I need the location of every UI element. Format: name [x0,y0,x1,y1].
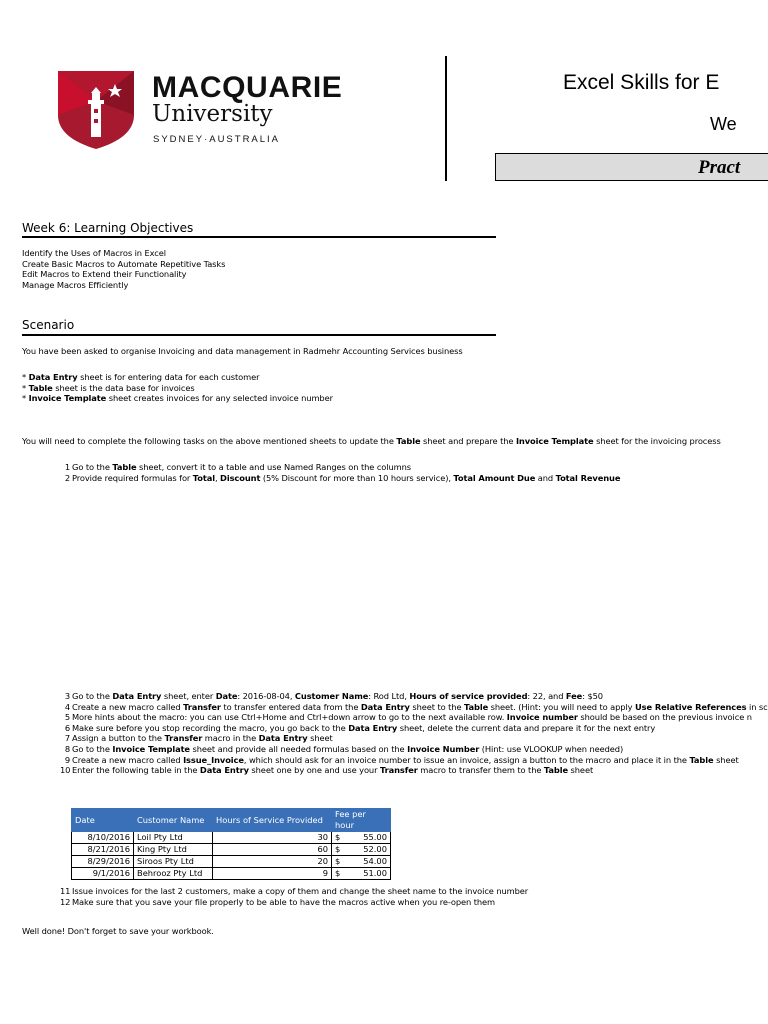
objectives-rule [22,236,496,238]
week-subtitle: We [710,114,737,134]
task-item: 2 Provide required formulas for Total, Discount (5% Discount for more than 10 hours service), Total Amount Due and Total Revenue [64,472,621,483]
university-logo [58,71,348,151]
objectives-list [22,248,225,290]
lighthouse-shield-icon [58,71,134,149]
task-item: 11 Issue invoices for the last 2 customers, make a copy of them and change the sheet name to the invoice number [60,886,529,896]
brand-location: SYDNEY·AUSTRALIA [153,134,281,145]
brand-name: MACQUARIE [152,71,343,104]
task-item: 3 Go to the Data Entry sheet, enter Date: 2016-08-04, Customer Name: Rod Ltd, Hours of service provided: 22, and Fee: $50 [64,691,603,701]
sheet-bullets [22,372,333,404]
bullet-item: * Table sheet is the data base for invoices [22,382,195,393]
header-divider [445,56,447,181]
column-header-customer: Customer Name [134,809,213,832]
bullet-item: * Data Entry sheet is for entering data for each customer [22,372,260,382]
task-item: 6 Make sure before you stop recording the macro, you go back to the Data Entry sheet, delete the current data and prepare it for the next entry [64,722,656,733]
table-row: 8/29/2016 Siroos Pty Ltd 20 $ 54.00 [72,856,391,868]
task-item: 5 More hints about the macro: you can use Ctrl+Home and Ctrl+down arrow to go to the next available row. Invoice number should be based on the previous invoice n [64,712,752,723]
task-item: 4 Create a new macro called Transfer to transfer entered data from the Data Entry sheet to the Table sheet. (Hint: you will need to apply Use Relative References in sc [64,701,768,712]
task-item: 12 Make sure that you save your file properly to be able to have the macros active when you re-open them [60,896,496,907]
task-item: 10 Enter the following table in the Data Entry sheet one by one and use your Transfer macro to transfer them to the Table sheet [60,765,594,776]
scenario-heading: Scenario [22,318,75,332]
bullet-item: * Invoice Template sheet creates invoices for any selected invoice number [22,393,333,404]
task-item: 9 Create a new macro called Issue_Invoice, which should ask for an invoice number to issue an invoice, assign a button to the macro and place it in the Table sheet [64,754,739,765]
practice-label: Pract [698,157,741,178]
closing-note: Well done! Don't forget to save your workbook. [22,926,214,936]
practice-bar [495,153,768,181]
table-row: 8/10/2016 Loil Pty Ltd 30 $ 55.00 [72,832,391,844]
objectives-heading: Week 6: Learning Objectives [22,221,194,235]
task-list-c [60,886,528,907]
table-row: 9/1/2016 Behrooz Pty Ltd 9 $ 51.00 [72,868,391,880]
brand-subname: University [152,101,273,127]
objective-item: Manage Macros Efficiently [22,279,129,290]
table-row: 8/21/2016 King Pty Ltd 60 $ 52.00 [72,844,391,856]
task-item: 7 Assign a button to the Transfer macro in the Data Entry sheet [64,733,333,744]
column-header-hours: Hours of Service Provided [213,809,332,832]
task-list-a [60,462,620,483]
scenario-intro: You have been asked to organise Invoicing and data management in Radmehr Accounting Services business [22,346,463,356]
scenario-rule [22,334,496,336]
task-item: 8 Go to the Invoice Template sheet and provide all needed formulas based on the Invoice Number (Hint: use VLOOKUP when needed) [64,743,624,754]
objective-item: Create Basic Macros to Automate Repetitive Tasks [22,258,226,269]
page-title: Excel Skills for E [563,71,720,94]
column-header-date: Date [72,809,134,832]
task-list-b [60,691,768,776]
task-item: 1 Go to the Table sheet, convert it to a table and use Named Ranges on the columns [64,462,411,472]
objective-item: Identify the Uses of Macros in Excel [22,248,166,258]
column-header-fee: Fee per hour [332,809,391,832]
objective-item: Edit Macros to Extend their Functionality [22,269,187,280]
customer-data-table [71,808,391,880]
table-header-row [72,809,391,832]
tasks-intro: You will need to complete the following tasks on the above mentioned sheets to update the Table sheet and prepare the Invoice Template sheet for the invoicing process [22,436,721,446]
